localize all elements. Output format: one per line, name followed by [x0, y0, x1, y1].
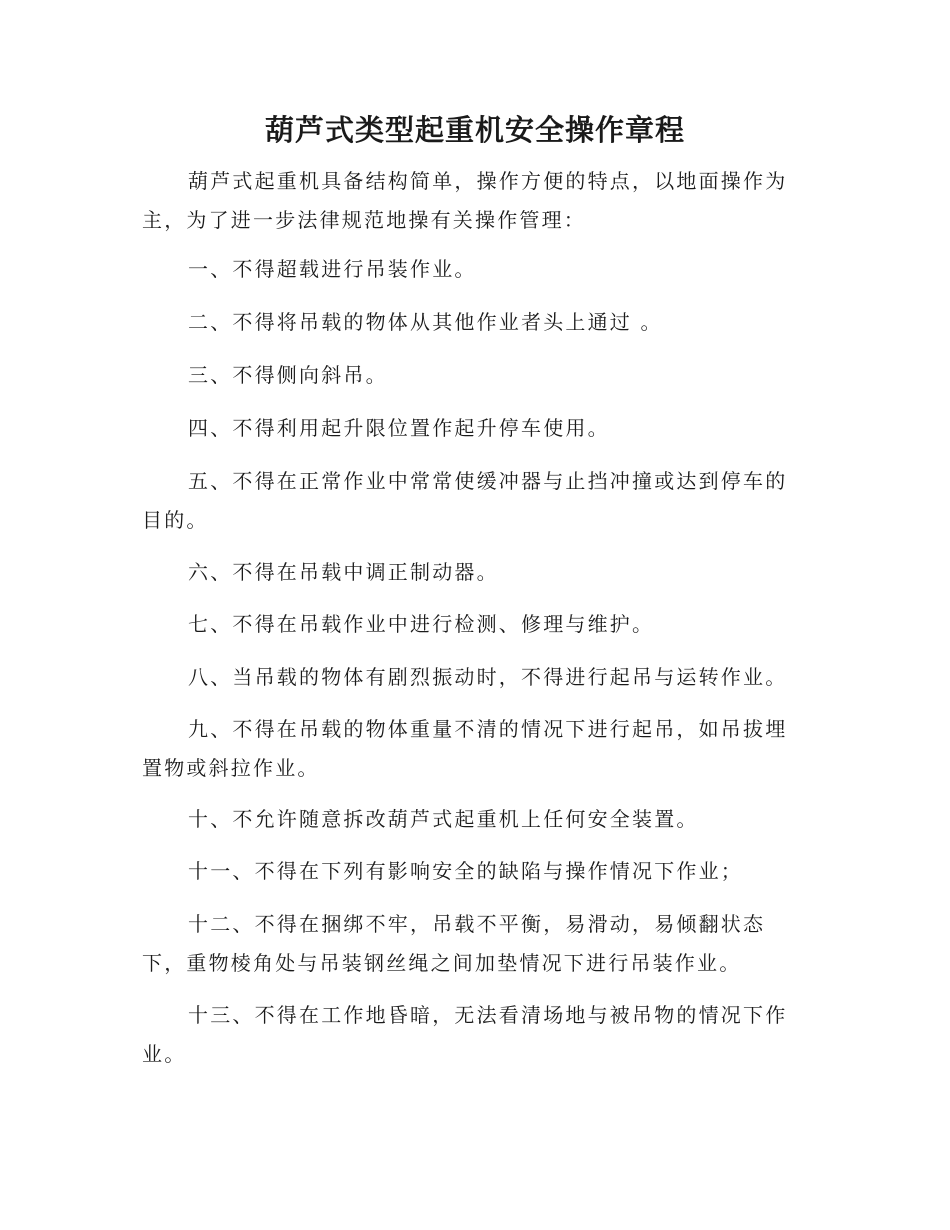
document-title: 葫芦式类型起重机安全操作章程 [264, 113, 685, 147]
rule-item-6: 六、不得在吊载中调正制动器。 [188, 560, 499, 584]
rule-item-8: 八、当吊载的物体有剧烈振动时，不得进行起吊与运转作业。 [188, 665, 788, 689]
rule-item-11: 十一、不得在下列有影响安全的缺陷与操作情况下作业； [188, 859, 743, 883]
rule-item-7: 七、不得在吊载作业中进行检测、修理与维护。 [188, 612, 655, 636]
rule-item-13: 十三、不得在工作地昏暗，无法看清场地与被吊物的情况下作业。 [142, 1003, 788, 1066]
rule-item-10: 十、不允许随意拆改葫芦式起重机上任何安全装置。 [188, 807, 699, 831]
rule-item-2: 二、不得将吊载的物体从其他作业者头上通过 。 [188, 310, 663, 334]
rule-item-3: 三、不得侧向斜吊。 [188, 363, 388, 387]
rule-item-4: 四、不得利用起升限位置作起升停车使用。 [188, 416, 610, 440]
rule-item-9: 九、不得在吊载的物体重量不清的情况下进行起吊，如吊拔埋置物或斜拉作业。 [142, 717, 788, 780]
rule-item-5: 五、不得在正常作业中常常使缓冲器与止挡冲撞或达到停车的目的。 [142, 469, 788, 532]
intro-paragraph: 葫芦式起重机具备结构简单，操作方便的特点，以地面操作为主，为了进一步法律规范地操有关操作管理： [142, 169, 788, 232]
rule-item-12: 十二、不得在捆绑不牢，吊载不平衡，易滑动，易倾翻状态下，重物棱角处与吊装钢丝绳之间加垫情况下进行吊装作业。 [142, 912, 766, 975]
rule-item-1: 一、不得超载进行吊装作业。 [188, 257, 477, 281]
